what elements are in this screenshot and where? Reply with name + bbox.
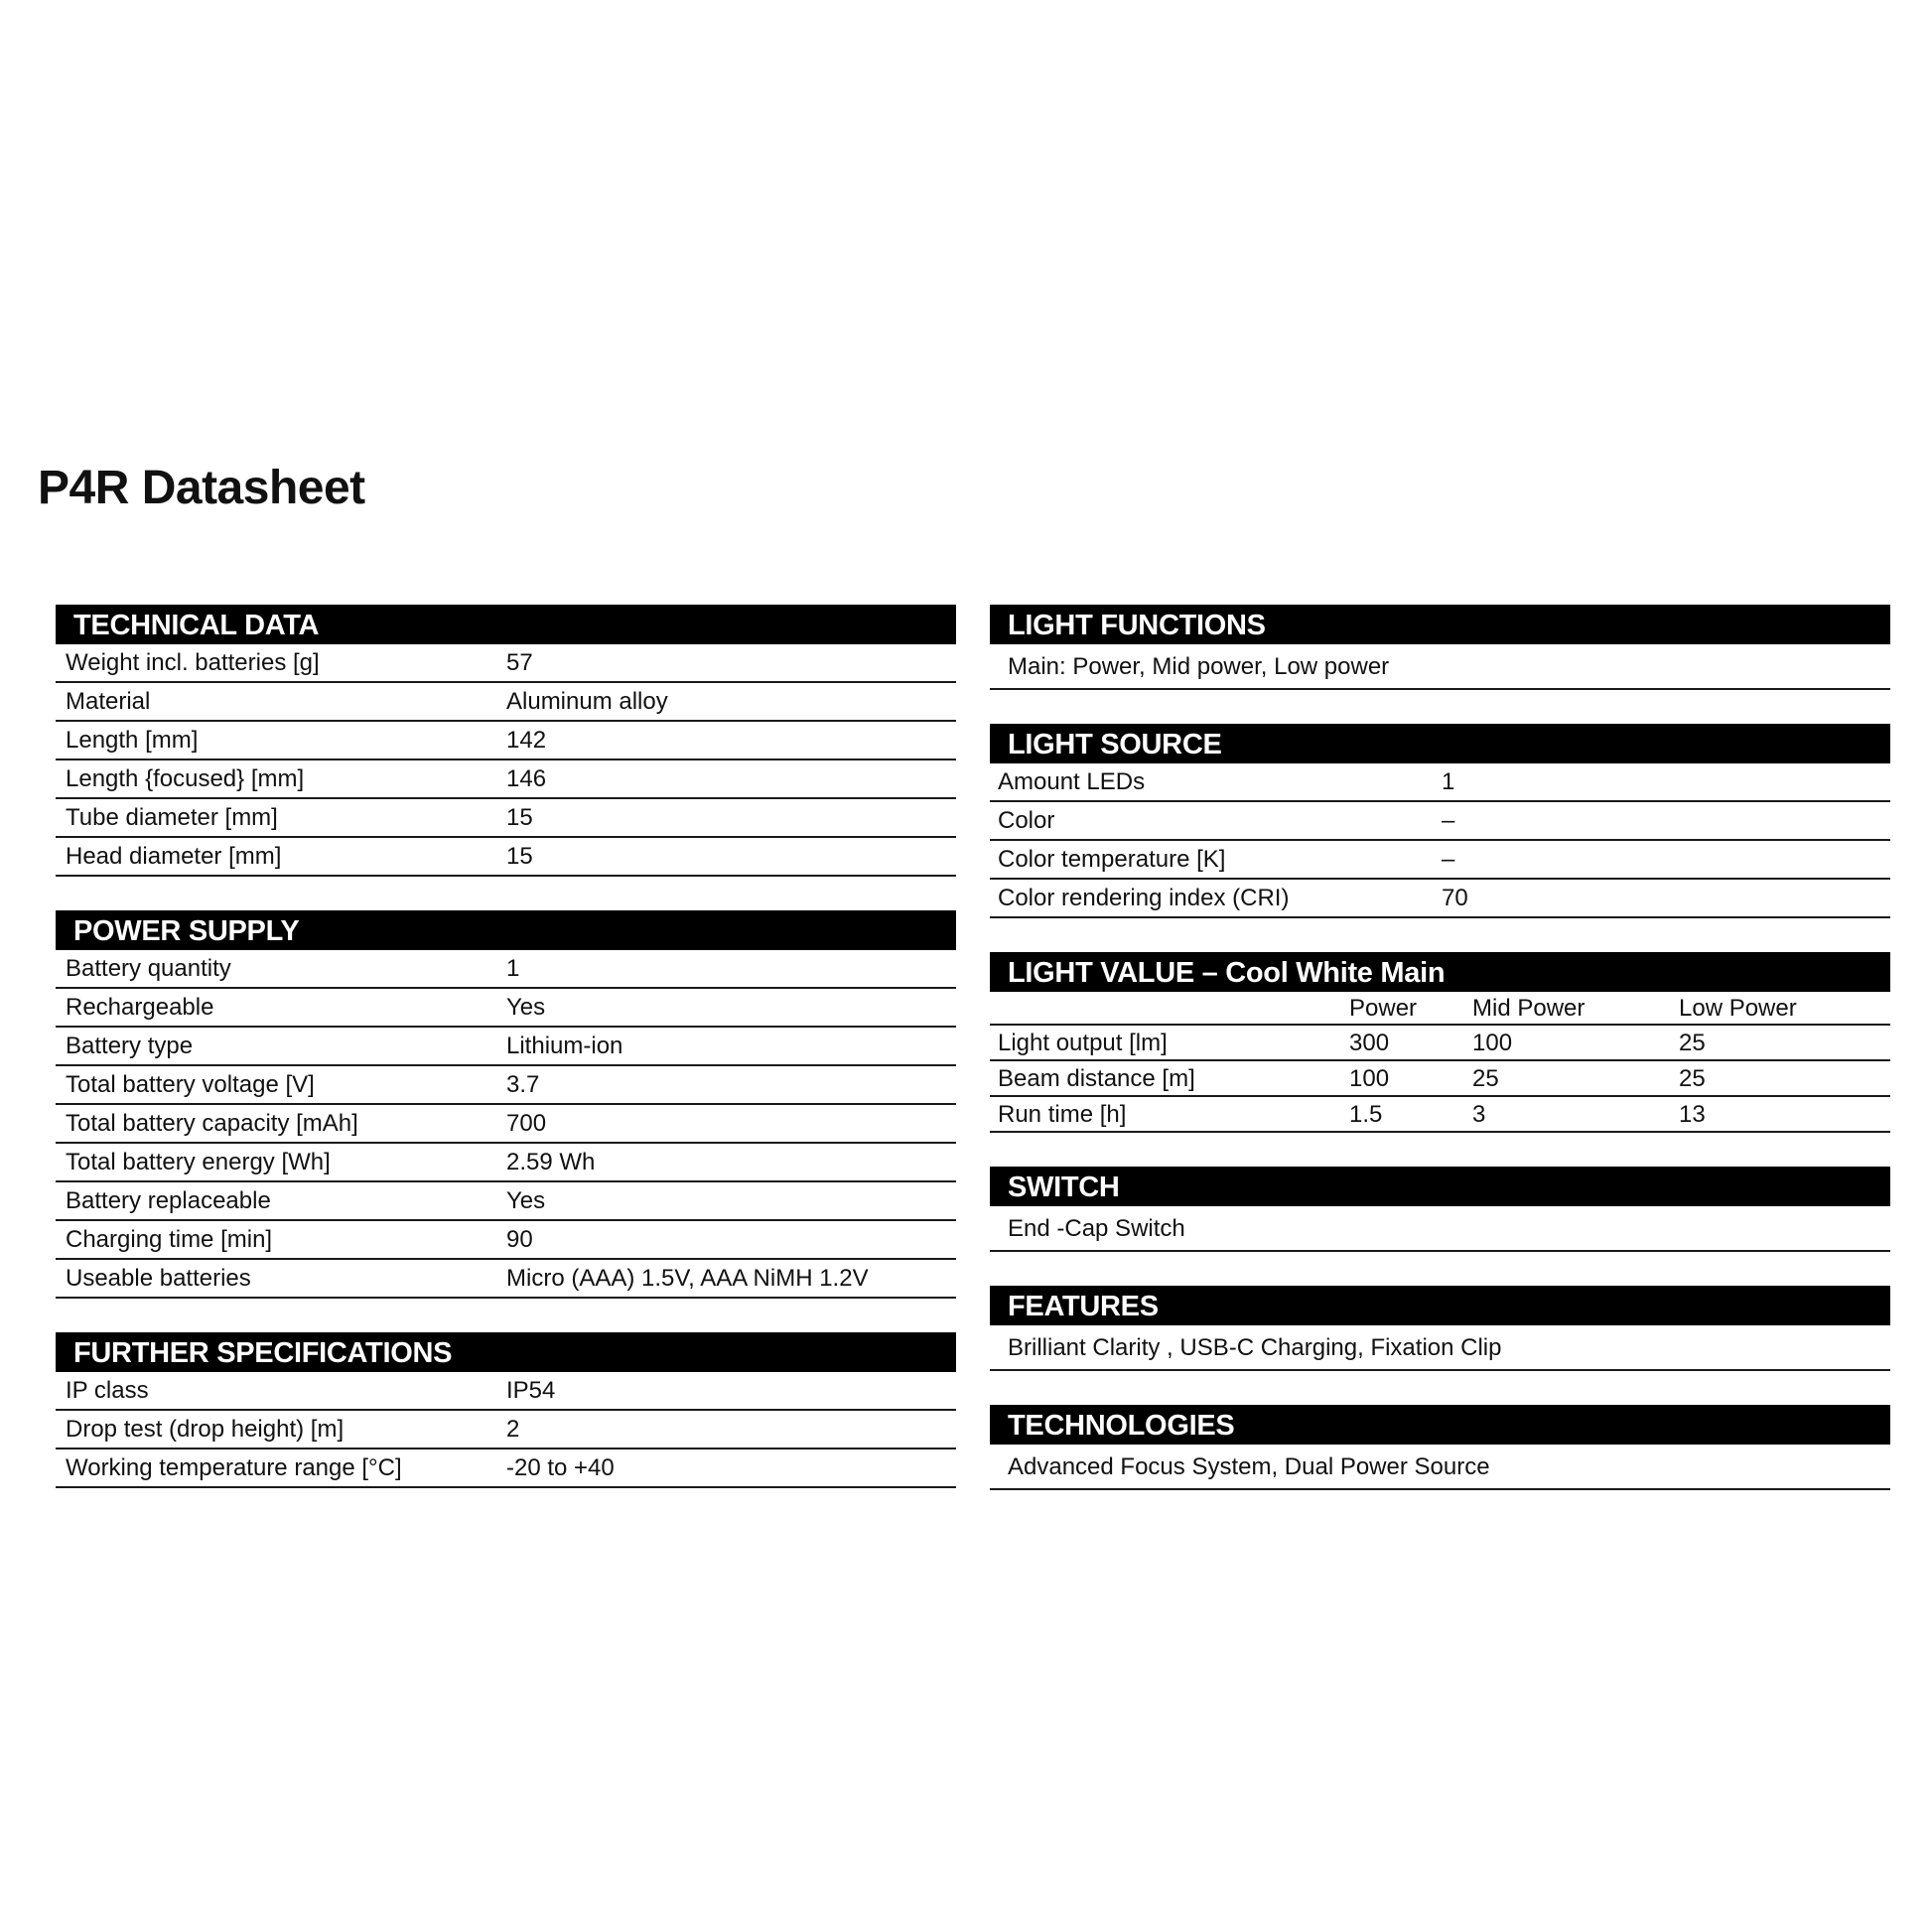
table-row <box>56 1182 956 1221</box>
section-text: End -Cap Switch <box>990 1206 1890 1252</box>
section-header: SWITCH <box>990 1167 1890 1206</box>
table-row <box>56 799 956 838</box>
row-label: Battery replaceable <box>66 1187 271 1214</box>
table-row <box>990 802 1890 841</box>
row-value: 25 <box>1472 1065 1499 1092</box>
section-header: TECHNOLOGIES <box>990 1405 1890 1445</box>
row-label: Length [mm] <box>66 727 199 754</box>
table-row <box>56 1066 956 1105</box>
table-row <box>56 683 956 722</box>
row-value: 100 <box>1349 1065 1390 1092</box>
row-label: Color rendering index (CRI) <box>998 885 1290 911</box>
row-value: 90 <box>506 1226 533 1253</box>
row-value: 146 <box>506 765 547 792</box>
table-row <box>56 1221 956 1260</box>
light-value-section <box>990 952 1890 1133</box>
row-label: Battery quantity <box>66 955 231 982</box>
light-source-section <box>990 724 1890 918</box>
row-value: 142 <box>506 727 547 754</box>
row-value: 25 <box>1679 1065 1706 1092</box>
row-value: Lithium-ion <box>506 1033 623 1059</box>
header-spacer <box>990 992 1349 1024</box>
section-header: TECHNICAL DATA <box>56 605 956 644</box>
row-value: 1.5 <box>1349 1101 1383 1128</box>
right-column <box>990 605 1890 1524</box>
row-value: 13 <box>1679 1101 1706 1128</box>
left-column <box>56 605 956 1522</box>
row-value: 700 <box>506 1110 547 1137</box>
table-row <box>56 760 956 799</box>
table-row <box>56 1028 956 1066</box>
table-row <box>56 1411 956 1449</box>
section-header: FEATURES <box>990 1286 1890 1325</box>
switch-section <box>990 1167 1890 1252</box>
table-row <box>56 644 956 683</box>
row-label: Color temperature [K] <box>998 846 1226 873</box>
row-label: Head diameter [mm] <box>66 843 282 870</box>
row-label: Material <box>66 688 151 715</box>
features-section <box>990 1286 1890 1371</box>
row-value: Yes <box>506 994 546 1021</box>
row-label: Length {focused} [mm] <box>66 765 305 792</box>
section-header: POWER SUPPLY <box>56 910 956 950</box>
row-value: 1 <box>506 955 520 982</box>
row-label: Drop test (drop height) [m] <box>66 1416 345 1443</box>
table-row <box>56 838 956 877</box>
table-row <box>56 1260 956 1299</box>
row-value: 2.59 Wh <box>506 1149 596 1175</box>
section-header: FURTHER SPECIFICATIONS <box>56 1332 956 1372</box>
row-label: Weight incl. batteries [g] <box>66 649 320 676</box>
row-label: Beam distance [m] <box>998 1065 1195 1092</box>
row-value: -20 to +40 <box>506 1454 615 1481</box>
page-title: P4R Datasheet <box>38 462 365 514</box>
row-value: 100 <box>1472 1030 1513 1056</box>
section-text: Main: Power, Mid power, Low power <box>990 644 1890 690</box>
row-label: Rechargeable <box>66 994 214 1021</box>
row-label: Useable batteries <box>66 1265 251 1292</box>
row-label: Total battery energy [Wh] <box>66 1149 331 1175</box>
column-header: Mid Power <box>1472 995 1586 1022</box>
row-label: Light output [lm] <box>998 1030 1168 1056</box>
table-row <box>990 763 1890 802</box>
column-header: Low Power <box>1679 995 1797 1022</box>
row-label: Run time [h] <box>998 1101 1127 1128</box>
row-value: – <box>1442 846 1455 873</box>
row-label: Total battery capacity [mAh] <box>66 1110 358 1137</box>
table-row <box>56 1372 956 1411</box>
row-value: Yes <box>506 1187 546 1214</box>
table-row <box>56 1105 956 1144</box>
table-row <box>990 1026 1890 1061</box>
section-header: LIGHT FUNCTIONS <box>990 605 1890 644</box>
row-value: 1 <box>1442 768 1455 795</box>
table-row <box>990 880 1890 918</box>
row-label: IP class <box>66 1377 149 1404</box>
section-text: Brilliant Clarity , USB-C Charging, Fixation Clip <box>990 1325 1890 1371</box>
row-value: Aluminum alloy <box>506 688 668 715</box>
table-header-row <box>990 992 1890 1026</box>
technologies-section <box>990 1405 1890 1490</box>
row-value: 25 <box>1679 1030 1706 1056</box>
table-row <box>56 950 956 989</box>
row-label: Charging time [min] <box>66 1226 273 1253</box>
row-label: Tube diameter [mm] <box>66 804 278 831</box>
power-supply-section <box>56 910 956 1299</box>
further-specifications-section <box>56 1332 956 1488</box>
row-value: 57 <box>506 649 533 676</box>
table-row <box>56 1144 956 1182</box>
table-row <box>990 841 1890 880</box>
row-value: IP54 <box>506 1377 556 1404</box>
table-row <box>990 1097 1890 1133</box>
row-value: – <box>1442 807 1455 834</box>
table-row <box>56 722 956 760</box>
technical-data-section <box>56 605 956 877</box>
row-value: 300 <box>1349 1030 1390 1056</box>
section-header: LIGHT SOURCE <box>990 724 1890 763</box>
row-value: 70 <box>1442 885 1468 911</box>
row-label: Total battery voltage [V] <box>66 1071 315 1098</box>
row-label: Amount LEDs <box>998 768 1146 795</box>
row-value: 3 <box>1472 1101 1486 1128</box>
table-row <box>990 1061 1890 1097</box>
row-value: 15 <box>506 804 533 831</box>
section-header: LIGHT VALUE – Cool White Main <box>990 952 1890 992</box>
light-functions-section <box>990 605 1890 690</box>
table-row <box>56 1449 956 1488</box>
row-label: Color <box>998 807 1055 834</box>
row-value: 3.7 <box>506 1071 540 1098</box>
row-value: 2 <box>506 1416 520 1443</box>
row-label: Battery type <box>66 1033 194 1059</box>
table-row <box>56 989 956 1028</box>
row-value: Micro (AAA) 1.5V, AAA NiMH 1.2V <box>506 1265 869 1292</box>
column-header: Power <box>1349 995 1418 1022</box>
row-value: 15 <box>506 843 533 870</box>
row-label: Working temperature range [°C] <box>66 1454 402 1481</box>
section-text: Advanced Focus System, Dual Power Source <box>990 1445 1890 1490</box>
